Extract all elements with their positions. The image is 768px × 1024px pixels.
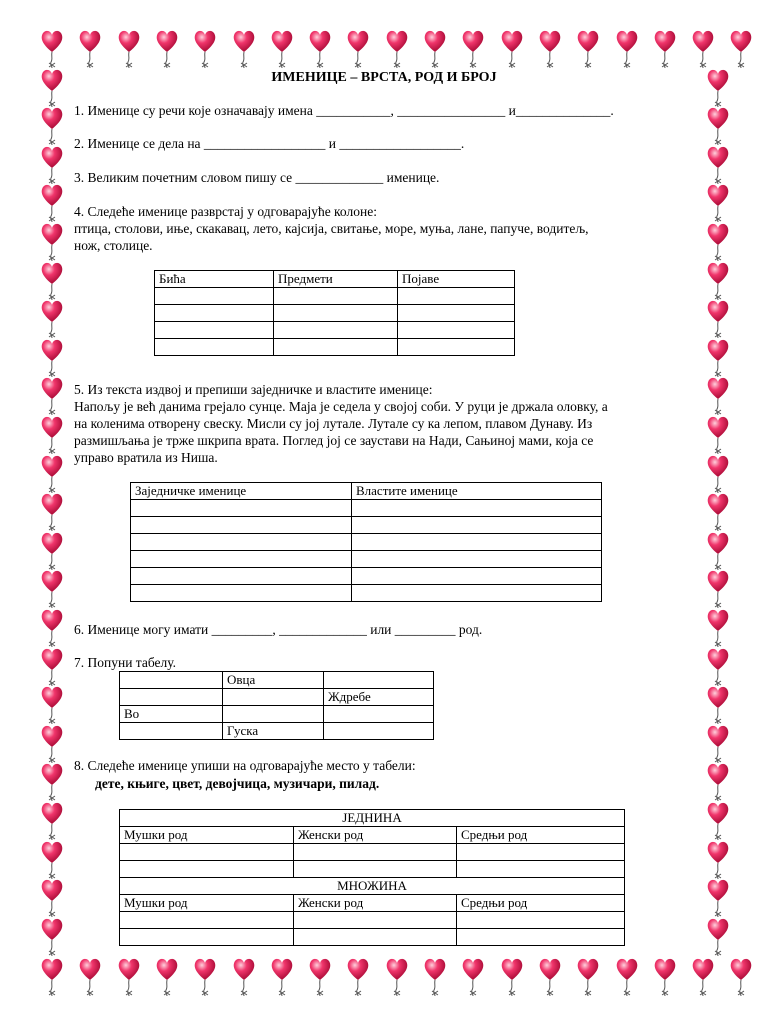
table-cell[interactable] (324, 706, 434, 723)
answer-cell[interactable] (155, 339, 274, 356)
question-6: 6. Именице могу имати _________, _____________ или _________ род. (74, 622, 483, 637)
answer-cell[interactable] (352, 551, 602, 568)
question-5-prompt: 5. Из текста издвој и препиши заједничке и властите именице: (74, 382, 433, 397)
answer-cell[interactable] (352, 534, 602, 551)
table-cell: Овца (223, 672, 324, 689)
header-cell: Женски род (294, 895, 457, 912)
answer-cell[interactable] (457, 929, 625, 946)
answer-cell[interactable] (155, 288, 274, 305)
question-1: 1. Именице су речи које означавају имена ___________, ________________ и______________. (74, 103, 614, 118)
table-cell: Гуска (223, 723, 324, 740)
header-cell: Властите именице (352, 483, 602, 500)
table-cell[interactable] (324, 723, 434, 740)
answer-cell[interactable] (294, 912, 457, 929)
question-5-text-line: на коленима отворену свеску. Мисли су јој лутале. Лутале су ка лепом, плавом Дунаву. Из (74, 416, 593, 431)
question-4-words-line2: нож, столице. (74, 238, 153, 253)
answer-cell[interactable] (155, 305, 274, 322)
question-5-text-line: Напољу је већ данима грејало сунце. Маја је седела у својој соби. У руци је држала оловку, а (74, 399, 608, 414)
question-5-text-line: управо вратила из Ниша. (74, 450, 218, 465)
header-cell: Бића (155, 271, 274, 288)
header-cell: Мушки род (120, 895, 294, 912)
table-cell[interactable] (223, 689, 324, 706)
question-3: 3. Великим почетним словом пишу се _____________ именице. (74, 170, 440, 185)
answer-cell[interactable] (457, 861, 625, 878)
answer-cell[interactable] (131, 585, 352, 602)
answer-cell[interactable] (294, 844, 457, 861)
answer-cell[interactable] (155, 322, 274, 339)
answer-cell[interactable] (120, 929, 294, 946)
answer-cell[interactable] (274, 288, 398, 305)
plural-header: МНОЖИНА (120, 878, 625, 895)
table-cell[interactable] (223, 706, 324, 723)
question-4-words-line1: птица, столови, иње, скакавац, лето, кајсија, свитање, море, муња, лане, папуче, водитељ, (74, 221, 589, 236)
answer-cell[interactable] (352, 517, 602, 534)
answer-cell[interactable] (120, 861, 294, 878)
question-8-words: дете, књиге, цвет, девојчица, музичари, пилад. (95, 776, 380, 791)
answer-cell[interactable] (274, 339, 398, 356)
answer-cell[interactable] (274, 305, 398, 322)
page-title: ИМЕНИЦЕ – ВРСТА, РОД И БРОЈ (271, 70, 497, 85)
question-7-table (119, 671, 434, 740)
answer-cell[interactable] (131, 551, 352, 568)
table-cell: Во (120, 706, 223, 723)
question-4-table (154, 270, 515, 356)
table-cell[interactable] (324, 672, 434, 689)
answer-cell[interactable] (352, 585, 602, 602)
header-cell: Женски род (294, 827, 457, 844)
answer-cell[interactable] (131, 500, 352, 517)
answer-cell[interactable] (120, 844, 294, 861)
table-cell[interactable] (120, 723, 223, 740)
table-cell: Ждребе (324, 689, 434, 706)
header-cell: Мушки род (120, 827, 294, 844)
answer-cell[interactable] (398, 305, 515, 322)
header-cell: Појаве (398, 271, 515, 288)
answer-cell[interactable] (398, 288, 515, 305)
answer-cell[interactable] (457, 844, 625, 861)
answer-cell[interactable] (131, 534, 352, 551)
answer-cell[interactable] (120, 912, 294, 929)
question-2: 2. Именице се дела на __________________ и __________________. (74, 136, 465, 151)
answer-cell[interactable] (131, 568, 352, 585)
question-7-prompt: 7. Попуни табелу. (74, 655, 177, 670)
answer-cell[interactable] (352, 500, 602, 517)
answer-cell[interactable] (398, 339, 515, 356)
answer-cell[interactable] (294, 861, 457, 878)
header-cell: Предмети (274, 271, 398, 288)
header-cell: Средњи род (457, 827, 625, 844)
question-5-text-line: размишљања је трже шкрипа врата. Поглед јој се заустави на Нади, Сањиној мами, која се (74, 433, 594, 448)
header-cell: Заједничке именице (131, 483, 352, 500)
question-8-prompt: 8. Следеће именице упиши на одговарајуће место у табели: (74, 758, 416, 773)
question-5-table (130, 482, 602, 602)
header-cell: Средњи род (457, 895, 625, 912)
singular-header: ЈЕДНИНА (120, 810, 625, 827)
question-4-prompt: 4. Следеће именице разврстај у одговарајуће колоне: (74, 204, 377, 219)
answer-cell[interactable] (131, 517, 352, 534)
answer-cell[interactable] (457, 912, 625, 929)
answer-cell[interactable] (398, 322, 515, 339)
answer-cell[interactable] (274, 322, 398, 339)
answer-cell[interactable] (352, 568, 602, 585)
question-8-table (119, 809, 625, 946)
table-cell[interactable] (120, 689, 223, 706)
answer-cell[interactable] (294, 929, 457, 946)
table-cell[interactable] (120, 672, 223, 689)
